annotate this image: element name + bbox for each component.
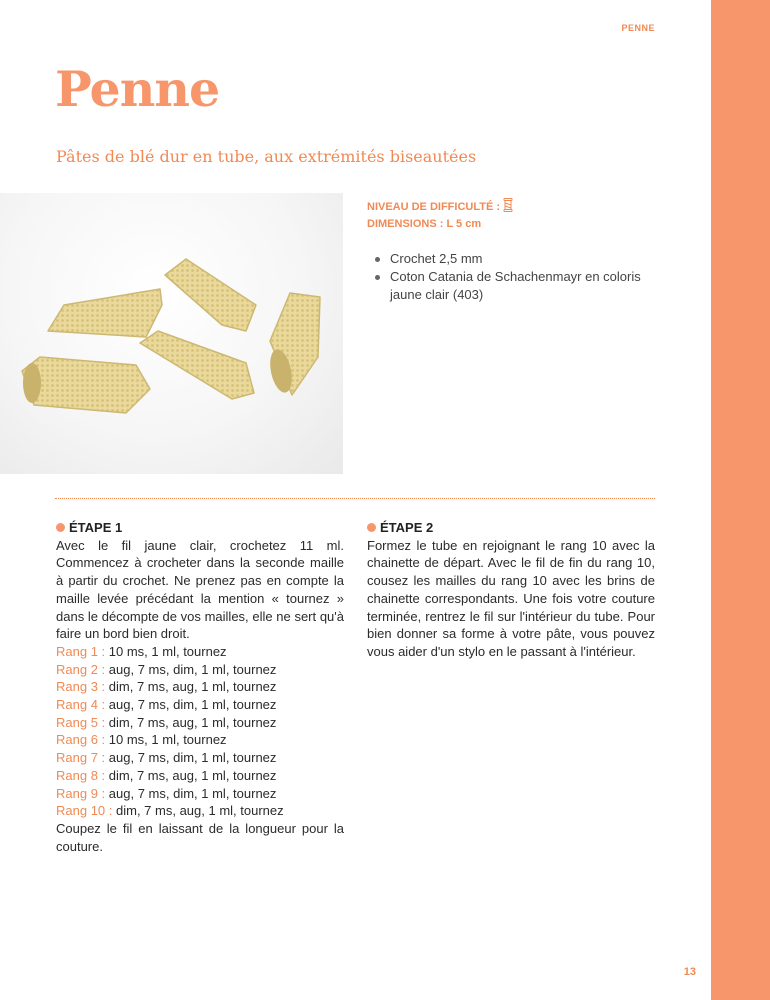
row-instruction bbox=[56, 643, 344, 661]
penne-piece bbox=[140, 331, 254, 399]
row-instruction bbox=[56, 731, 344, 749]
row-text: 10 ms, 1 ml, tournez bbox=[108, 732, 227, 748]
row-instruction bbox=[56, 661, 344, 679]
specs-block bbox=[367, 198, 513, 233]
penne-piece bbox=[267, 293, 320, 395]
row-label: Rang 3 : bbox=[56, 679, 106, 695]
page-number: 13 bbox=[683, 966, 696, 978]
running-head: PENNE bbox=[621, 23, 655, 33]
row-instruction bbox=[56, 767, 344, 785]
page-title: Penne bbox=[55, 60, 220, 118]
row-label: Rang 2 : bbox=[56, 661, 106, 677]
row-instruction bbox=[56, 678, 344, 696]
row-instruction bbox=[56, 714, 344, 732]
row-label: Rang 9 : bbox=[56, 785, 106, 801]
bullet-dot-icon bbox=[56, 523, 65, 532]
row-text: dim, 7 ms, aug, 1 ml, tournez bbox=[108, 714, 277, 730]
materials-item: Crochet 2,5 mm bbox=[373, 250, 663, 268]
row-text: aug, 7 ms, dim, 1 ml, tournez bbox=[108, 785, 277, 801]
step2-column bbox=[367, 519, 655, 661]
dimensions-line: DIMENSIONS : L 5 cm bbox=[367, 218, 482, 230]
row-text: dim, 7 ms, aug, 1 ml, tournez bbox=[108, 679, 277, 695]
penne-piece bbox=[165, 259, 256, 331]
penne-photo bbox=[0, 193, 343, 474]
row-label: Rang 7 : bbox=[56, 750, 106, 766]
row-text: aug, 7 ms, dim, 1 ml, tournez bbox=[108, 750, 277, 766]
step2-title-text: ÉTAPE 2 bbox=[380, 520, 434, 535]
row-label: Rang 6 : bbox=[56, 732, 106, 748]
row-label: Rang 4 : bbox=[56, 697, 106, 713]
step2-title bbox=[367, 519, 655, 537]
difficulty-label: NIVEAU DE DIFFICULTÉ : bbox=[367, 201, 501, 213]
row-label: Rang 1 : bbox=[56, 643, 106, 659]
row-instruction bbox=[56, 749, 344, 767]
page-subtitle: Pâtes de blé dur en tube, aux extrémités biseautées bbox=[56, 147, 477, 166]
row-text: 10 ms, 1 ml, tournez bbox=[108, 643, 227, 659]
row-instruction bbox=[56, 785, 344, 803]
row-text: aug, 7 ms, dim, 1 ml, tournez bbox=[108, 661, 277, 677]
row-instruction bbox=[56, 802, 344, 820]
crochet-penne-illustration bbox=[0, 193, 343, 474]
row-text: aug, 7 ms, dim, 1 ml, tournez bbox=[108, 697, 277, 713]
row-label: Rang 5 : bbox=[56, 714, 106, 730]
step1-column bbox=[56, 519, 344, 855]
difficulty-line bbox=[367, 198, 513, 216]
step1-intro: Avec le fil jaune clair, crochetez 11 ml. Commencez à crocheter dans la seconde maille à partir du crochet. Ne prenez pas en compte la maille levée précédant la mention « tournez » dans le décompte de vos mailles, elle ne sert qu'à faire un bord bien droit. bbox=[56, 537, 344, 642]
row-label: Rang 8 : bbox=[56, 767, 106, 783]
penne-piece bbox=[22, 357, 150, 413]
step1-title-text: ÉTAPE 1 bbox=[69, 520, 123, 535]
side-color-band bbox=[711, 0, 770, 1000]
materials-item: Coton Catania de Schachenmayr en coloris jaune clair (403) bbox=[373, 268, 663, 304]
row-label: Rang 10 : bbox=[56, 803, 113, 819]
step2-text: Formez le tube en rejoignant le rang 10 avec la chainette de départ. Avec le fil de fin du rang 10, cousez les mailles du rang 10 avec les brins de chainette correspondants. Une fois votre couture terminée, rentrez le fil sur l'intérieur du tube. Pour bien donner sa forme à votre pâte, vous pouvez vous aider d'un stylo en le passant à l'intérieur. bbox=[367, 537, 655, 659]
step1-title bbox=[56, 519, 344, 537]
row-instruction bbox=[56, 696, 344, 714]
step1-outro: Coupez le fil en laissant de la longueur pour la couture. bbox=[56, 820, 344, 854]
spool-icon bbox=[503, 198, 513, 212]
row-text: dim, 7 ms, aug, 1 ml, tournez bbox=[116, 803, 284, 819]
section-divider bbox=[55, 498, 655, 499]
row-text: dim, 7 ms, aug, 1 ml, tournez bbox=[108, 767, 277, 783]
penne-piece bbox=[48, 289, 162, 337]
materials-list bbox=[373, 250, 663, 304]
bullet-dot-icon bbox=[367, 523, 376, 532]
